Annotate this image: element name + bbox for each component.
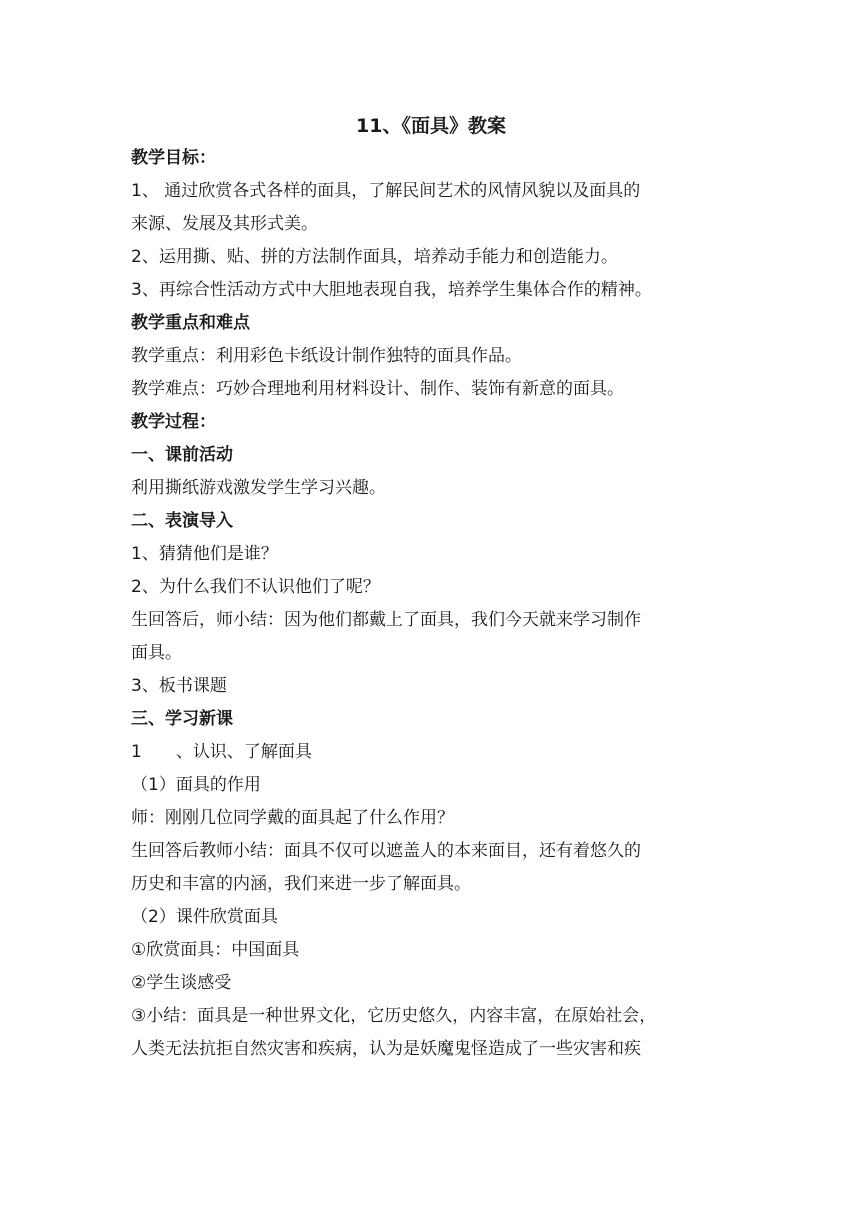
text-line: 利用撕纸游戏激发学生学习兴趣。 xyxy=(131,478,386,498)
text-line: 2、运用撕、贴、拼的方法制作面具，培养动手能力和创造能力。 xyxy=(131,247,618,267)
section-heading: 教学过程： xyxy=(131,412,216,432)
text-line: 1 、认识、了解面具 xyxy=(131,742,312,762)
text-line: 2、为什么我们不认识他们了呢？ xyxy=(131,577,380,597)
text-line: 面具。 xyxy=(131,643,182,663)
text-line: （1）面具的作用 xyxy=(131,775,261,795)
section-heading: 二、表演导入 xyxy=(131,511,233,531)
section-heading: 三、学习新课 xyxy=(131,709,233,729)
text-line: 3、再综合性活动方式中大胆地表现自我，培养学生集体合作的精神。 xyxy=(131,280,652,300)
text-line: ③小结：面具是一种世界文化，它历史悠久，内容丰富，在原始社会， xyxy=(131,1006,657,1026)
text-line: 1、 通过欣赏各式各样的面具，了解民间艺术的风情风貌以及面具的 xyxy=(131,181,641,201)
document-title: 11、《面具》教案 xyxy=(356,115,506,137)
document-page xyxy=(131,110,731,1066)
section-heading: 教学目标： xyxy=(131,148,216,168)
text-line: 生回答后，师小结：因为他们都戴上了面具，我们今天就来学习制作 xyxy=(131,610,641,630)
section-heading: 教学重点和难点 xyxy=(131,313,250,333)
text-line: 来源、发展及其形式美。 xyxy=(131,214,318,234)
text-line: 教学重点：利用彩色卡纸设计制作独特的面具作品。 xyxy=(131,346,522,366)
text-line: 人类无法抗拒自然灾害和疾病，认为是妖魔鬼怪造成了一些灾害和疾 xyxy=(131,1039,641,1059)
text-line: 师：刚刚几位同学戴的面具起了什么作用？ xyxy=(131,808,454,828)
text-line: （2）课件欣赏面具 xyxy=(131,907,278,927)
text-line: 1、猜猜他们是谁？ xyxy=(131,544,278,564)
text-line: 历史和丰富的内涵，我们来进一步了解面具。 xyxy=(131,874,471,894)
text-line: ①欣赏面具：中国面具 xyxy=(131,940,300,960)
text-line: 教学难点：巧妙合理地利用材料设计、制作、装饰有新意的面具。 xyxy=(131,379,624,399)
section-heading: 一、课前活动 xyxy=(131,445,233,465)
document-body xyxy=(131,142,731,1066)
text-line: ②学生谈感受 xyxy=(131,973,232,993)
text-line: 3、板书课题 xyxy=(131,676,227,696)
text-line: 生回答后教师小结：面具不仅可以遮盖人的本来面目，还有着悠久的 xyxy=(131,841,641,861)
